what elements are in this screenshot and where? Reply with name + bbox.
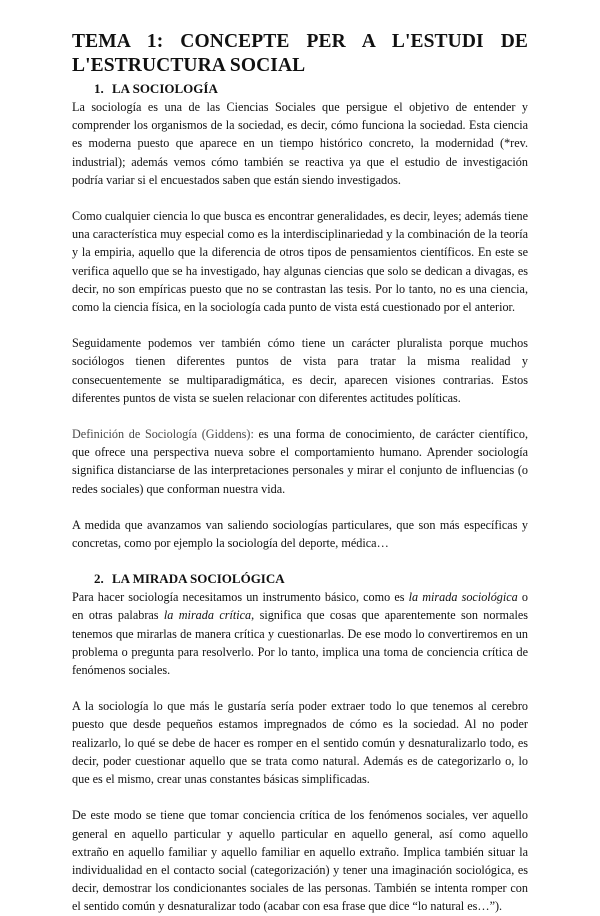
italic-term: la mirada crítica (163, 608, 252, 623)
paragraph: Seguidamente podemos ver también cómo tiene un carácter pluralista porque muchos sociólogos tienen diferentes puntos de vista para tratar la misma realidad y consecuentemente se multiparadigmática, es decir, aparecen visiones contrarias. Estos diferentes puntos de vista se suelen relacionar con diferentes actitudes políticas. (72, 336, 528, 405)
intro-paragraph (72, 588, 528, 679)
text-run: Para hacer sociología necesitamos un instrumento básico, como es (72, 590, 409, 605)
definition-term: Definición de Sociología (Giddens): (72, 427, 254, 442)
paragraph: La sociología es una de las Ciencias Sociales que persigue el objetivo de entender y comprender los organismos de la sociedad, es decir, cómo funciona la sociedad. Esta ciencia es moderna puesto que aparece en un tiempo histórico concreto, la modernidad (*rev. industrial); además vemos cómo también se reactiva ya que el estudio de investigación podría variar si el encuestados saben que están siendo investigados. (72, 100, 528, 187)
paragraph: De este modo se tiene que tomar conciencia crítica de los fenómenos sociales, ver aquello general en aquello particular y aquello particular en aquello general, así como aquello extraño en aquello familiar y aquello familiar en aquello extraño. Implica también situar la individualidad en el contacto social (categorización) y tener una imaginación sociológica, es decir, demostrar los condicionantes sociales de las personas. También se intenta romper con el sentido común y desnaturalizar todo (acabar con esa frase que dice “lo natural es…”). (72, 808, 528, 914)
definition-paragraph (72, 425, 528, 498)
section-heading-mirada (94, 570, 528, 587)
section-number: 2. (94, 571, 104, 587)
page-title: TEMA 1: CONCEPTE PER A L'ESTUDI DE L'ESTRUCTURA SOCIAL (72, 31, 528, 76)
text-run: o en otras palabras (72, 590, 528, 623)
section-title: LA MIRADA SOCIOLÓGICA (112, 571, 285, 587)
paragraph: A medida que avanzamos van saliendo sociologías particulares, que son más específicas y concretas, como por ejemplo la sociología del deporte, médica… (72, 517, 528, 551)
definition-text: es una forma de conocimiento, de carácter científico, que ofrece una perspectiva nueva sobre el comportamiento humano. Aprender sociología significa distanciarse de las interpretaciones personales y mirar el conjunto de influencias (o redes sociales) que conforman nuestra vida. (72, 427, 528, 496)
section-number: 1. (94, 81, 104, 96)
paragraph: A la sociología lo que más le gustaría sería poder extraer todo lo que tenemos al cerebro puesto que desde pequeños estamos impregnados de cómo es la sociedad. Al no poder realizarlo, lo qué se debe de hacer es romper en el sentido común y desnaturalizarlo todo, es decir, poder cuestionar aquello que se trata como natural. Además es de categorizarlo o, lo que es el mismo, crear unas constantes básicas simplificadas. (72, 699, 528, 787)
section-heading-sociologia (94, 80, 528, 97)
section-title: LA SOCIOLOGÍA (112, 81, 218, 96)
text-run: , significa que cosas que aparentemente son normales tenemos que mirarlas de manera crítica y cuestionarlas. De ese modo lo convertiremos en un problema o pregunta para resolverlo. Por lo tanto, implica una toma de conciencia crítica de fenómenos sociales. (72, 608, 528, 678)
paragraph: Como cualquier ciencia lo que busca es encontrar generalidades, es decir, leyes; además tiene una característica muy especial como es la interdisciplinariedad y la combinación de la teoría y la empiria, aquello que la diferencia de otros tipos de pensamientos científicos. En este se verifica aquello que se ha investigado, hay algunas ciencias que solo se dedican a divagas, es decir, no son empíricas puesto que no se contrastan las tesis. Por lo tanto, no es una ciencia, como la ciencia física, en la sociología cada punto de vista está cuestionado por el anterior. (72, 209, 529, 315)
italic-term: la mirada sociológica (408, 590, 518, 605)
